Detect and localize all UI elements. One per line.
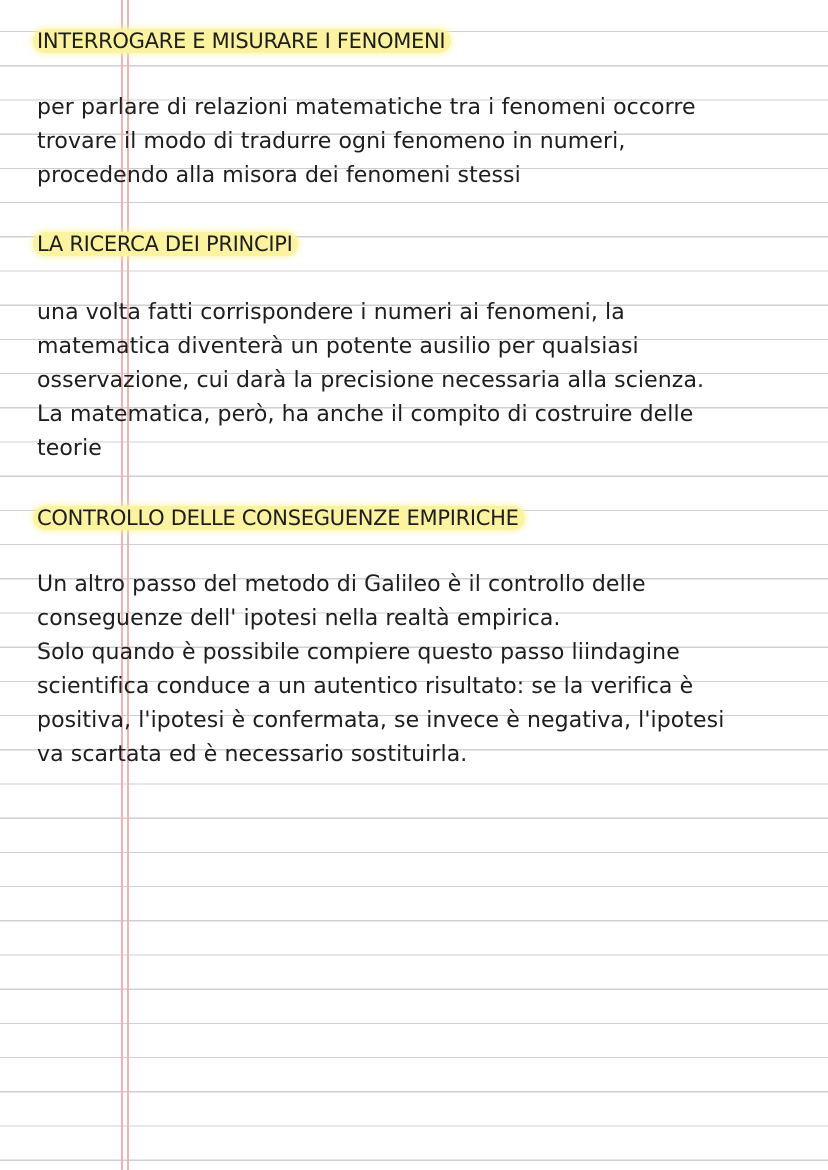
- paragraph-line: osservazione, cui darà la precisione necessaria alla scienza.: [37, 368, 705, 393]
- paragraph-line: per parlare di relazioni matematiche tra i fenomeni occorre: [37, 95, 696, 120]
- paragraph-line: trovare il modo di tradurre ogni fenomeno in numeri,: [37, 129, 626, 154]
- paragraph-line: positiva, l'ipotesi è confermata, se invece è negativa, l'ipotesi: [37, 708, 725, 733]
- paragraph-line: scientifica conduce a un autentico risultato: se la verifica è: [37, 674, 694, 699]
- section-heading-2: [37, 227, 298, 261]
- heading-highlight: INTERROGARE E MISURARE I FENOMENI: [33, 29, 451, 53]
- paragraph-line: Un altro passo del metodo di Galileo è il controllo delle: [37, 572, 646, 597]
- heading-highlight: CONTROLLO DELLE CONSEGUENZE EMPIRICHE: [33, 506, 525, 530]
- section-heading-1: [37, 24, 451, 58]
- paragraph-line: matematica diventerà un potente ausilio per qualsiasi: [37, 334, 639, 359]
- paragraph-line: La matematica, però, ha anche il compito di costruire delle: [37, 402, 694, 427]
- paragraph-line: teorie: [37, 436, 102, 461]
- paragraph-line: una volta fatti corrispondere i numeri ai fenomeni, la: [37, 300, 625, 325]
- paragraph-line: conseguenze dell' ipotesi nella realtà empirica.: [37, 606, 561, 631]
- paragraph-line: procedendo alla misora dei fenomeni stessi: [37, 163, 521, 188]
- paragraph-line: va scartata ed è necessario sostituirla.: [37, 742, 468, 767]
- heading-highlight: LA RICERCA DEI PRINCIPI: [33, 232, 298, 256]
- section-heading-3: [37, 501, 525, 535]
- paragraph-line: Solo quando è possibile compiere questo passo liindagine: [37, 640, 680, 665]
